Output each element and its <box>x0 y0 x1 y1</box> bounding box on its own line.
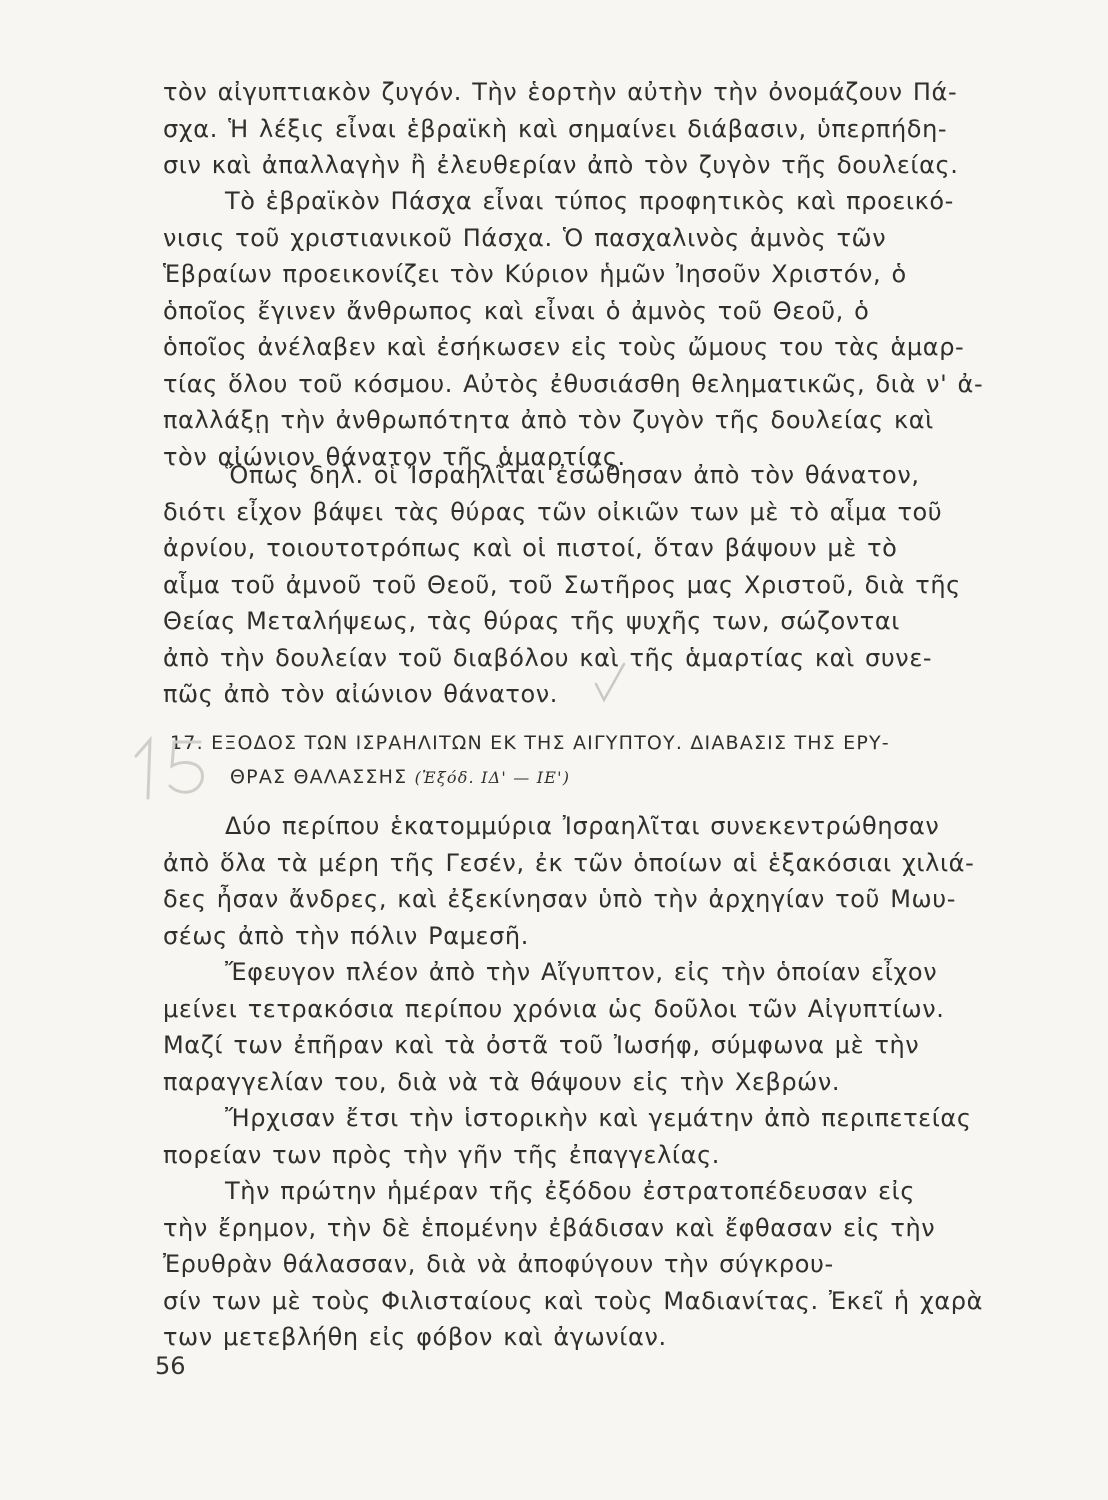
section-heading <box>170 726 1000 794</box>
text-line: αἷμα τοῦ ἀμνοῦ τοῦ Θεοῦ, τοῦ Σωτῆρος μας Χριστοῦ, διὰ τῆς <box>163 570 961 599</box>
page-number: 56 <box>155 1352 186 1380</box>
text-line: σέως ἀπὸ τὴν πόλιν Ραμεσῆ. <box>163 921 529 950</box>
text-line: Μαζί των ἐπῆραν καὶ τὰ ὀστᾶ τοῦ Ἰωσήφ, σύμφωνα μὲ τὴν <box>163 1031 920 1059</box>
text-line: Δύο περίπου ἑκατομμύρια Ἰσραηλῖται συνεκεντρώθησαν <box>225 812 940 840</box>
text-line: ἀπὸ τὴν δουλείαν τοῦ διαβόλου καὶ τῆς ἁμαρτίας καὶ συνε- <box>163 643 933 672</box>
text-line: τὴν ἔρημον, τὴν δὲ ἑπομένην ἐβάδισαν καὶ ἔφθασαν εἰς τὴν <box>163 1213 936 1242</box>
section-number: 17. <box>170 732 204 754</box>
text-line: Ἔφευγον πλέον ἀπὸ τὴν Αἴγυπτον, εἰς τὴν ὁποίαν εἶχον <box>225 958 938 986</box>
paragraph-5 <box>163 954 989 1100</box>
text-line: τίας ὅλου τοῦ κόσμου. Αὐτὸς ἐθυσιάσθη θεληματικῶς, διὰ ν' ἀ- <box>163 369 984 398</box>
paragraph-3 <box>163 457 989 713</box>
heading-line-1 <box>170 726 1000 760</box>
text-line: δες ἦσαν ἄνδρες, καὶ ἐξεκίνησαν ὑπὸ τὴν ἀρχηγίαν τοῦ Μωυ- <box>163 885 956 913</box>
text-line: τὸν αἰώνιον θάνατον τῆς ἁμαρτίας. <box>163 442 626 471</box>
text-line: των μετεβλήθη εἰς φόβον καὶ ἀγωνίαν. <box>163 1323 667 1351</box>
text-line: ἀρνίου, τοιουτοτρόπως καὶ οἱ πιστοί, ὅταν βάψουν μὲ τὸ <box>163 534 898 562</box>
text-line: σίν των μὲ τοὺς Φιλισταίους καὶ τοὺς Μαδιανίτας. Ἐκεῖ ἡ χαρὰ <box>163 1286 984 1315</box>
paragraph-4 <box>163 808 989 954</box>
text-line: ὁποῖος ἀνέλαβεν καὶ ἐσήκωσεν εἰς τοὺς ὤμους του τὰς ἁμαρ- <box>163 333 965 361</box>
text-line: παραγγελίαν του, διὰ νὰ τὰ θάψουν εἰς τὴν Χεβρών. <box>163 1067 841 1096</box>
text-line: τὸν αἰγυπτιακὸν ζυγόν. Τὴν ἑορτὴν αὐτὴν τὴν ὀνομάζουν Πά- <box>163 78 958 106</box>
text-line: Ἑβραίων προεικονίζει τὸν Κύριον ἡμῶν Ἰησοῦν Χριστόν, ὁ <box>163 260 907 288</box>
text-line: πῶς ἀπὸ τὸν αἰώνιον θάνατον. <box>163 680 558 708</box>
text-line: ἀπὸ ὅλα τὰ μέρη τῆς Γεσέν, ἐκ τῶν ὁποίων αἱ ἑξακόσιαι χιλιά- <box>163 848 975 877</box>
text-line: ὁποῖος ἔγινεν ἄνθρωπος καὶ εἶναι ὁ ἀμνὸς τοῦ Θεοῦ, ὁ <box>163 296 870 325</box>
paragraph-2 <box>163 183 989 475</box>
text-line: διότι εἶχον βάψει τὰς θύρας τῶν οἰκιῶν των μὲ τὸ αἷμα τοῦ <box>163 497 943 526</box>
text-line: παλλάξῃ τὴν ἀνθρωπότητα ἀπὸ τὸν ζυγὸν τῆς δουλείας καὶ <box>163 406 934 434</box>
paragraph-7 <box>163 1173 989 1356</box>
text-line: Ἤρχισαν ἔτσι τὴν ἱστορικὴν καὶ γεμάτην ἀπὸ περιπετείας <box>225 1104 972 1132</box>
heading-title-part-2: ΘΡΑΣ ΘΑΛΑΣΣΗΣ <box>230 766 408 788</box>
text-line: Ἐρυθρὰν θάλασσαν, διὰ νὰ ἀποφύγουν τὴν σύγκρου- <box>163 1250 834 1278</box>
text-line: πορείαν των πρὸς τὴν γῆν τῆς ἐπαγγελίας. <box>163 1140 720 1169</box>
text-line: νισις τοῦ χριστιανικοῦ Πάσχα. Ὁ πασχαλινὸς ἀμνὸς τῶν <box>163 223 887 252</box>
text-line: Ὅπως δηλ. οἱ Ἰσραηλῖται ἐσώθησαν ἀπὸ τὸν θάνατον, <box>225 461 920 489</box>
scripture-reference: (Ἐξόδ. ΙΔ' — ΙΕ') <box>414 768 571 787</box>
text-line: σχα. Ἡ λέξις εἶναι ἑβραϊκὴ καὶ σημαίνει διάβασιν, ὑπερπήδη- <box>163 114 948 143</box>
heading-title-part-1: ΕΞΟΔΟΣ ΤΩΝ ΙΣΡΑΗΛΙΤΩΝ ΕΚ ΤΗΣ ΑΙΓΥΠΤΟΥ. ΔΙΑΒΑΣΙΣ ΤΗΣ ΕΡΥ- <box>211 732 890 754</box>
paragraph-6 <box>163 1100 989 1173</box>
annotation-text: 15 <box>128 713 149 732</box>
text-line: Τὸ ἑβραϊκὸν Πάσχα εἶναι τύπος προφητικὸς καὶ προεικό- <box>225 187 954 215</box>
text-line: Τὴν πρώτην ἡμέραν τῆς ἐξόδου ἐστρατοπέδευσαν εἰς <box>225 1177 916 1205</box>
heading-line-2 <box>170 760 1000 794</box>
text-line: σιν καὶ ἀπαλλαγὴν ἢ ἐλευθερίαν ἀπὸ τὸν ζυγὸν τῆς δουλείας. <box>163 151 959 179</box>
text-line: μείνει τετρακόσια περίπου χρόνια ὡς δοῦλοι τῶν Αἰγυπτίων. <box>163 994 945 1023</box>
text-line: Θείας Μεταλήψεως, τὰς θύρας τῆς ψυχῆς των, σώζονται <box>163 607 900 635</box>
paragraph-1 <box>163 74 989 184</box>
